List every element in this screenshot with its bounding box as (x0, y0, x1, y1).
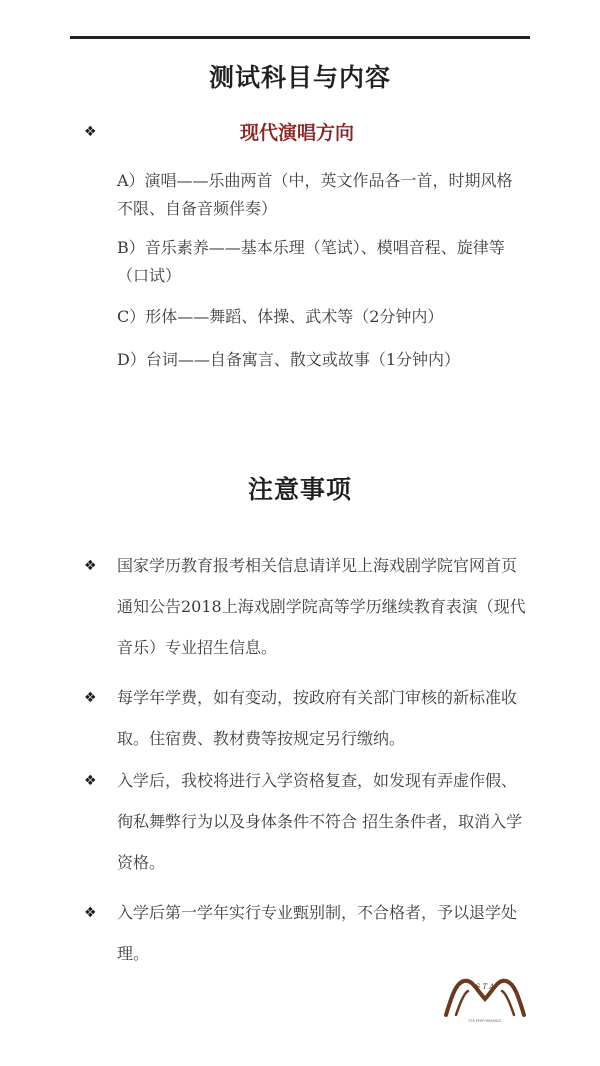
top-divider (70, 36, 530, 39)
svg-text:STA PERFORMANCE: STA PERFORMANCE (468, 1019, 502, 1023)
subject-item-physique: C）形体——舞蹈、体操、武术等（2分钟内） (117, 307, 444, 326)
section-title-test-subjects: 测试科目与内容 (208, 63, 391, 92)
note-item: 入学后，我校将进行入学资格复查，如发现有弄虚作假、徇私舞弊行为以及身体条件不符合 招生条件者，取消入学资格。 (117, 771, 523, 872)
subject-item-singing: A）演唱——乐曲两首（中，英文作品各一首，时期风格不限、自备音频伴奏） (117, 171, 513, 218)
sta-logo (442, 975, 528, 1025)
diamond-bullet-icon: ❖ (84, 558, 97, 574)
note-item: 国家学历教育报考相关信息请详见上海戏剧学院官网首页通知公告2018上海戏剧学院高等学历继续教育表演（现代音乐）专业招生信息。 (117, 556, 526, 657)
diamond-bullet-icon: ❖ (84, 690, 97, 706)
diamond-bullet-icon: ❖ (84, 124, 97, 140)
note-item: 入学后第一学年实行专业甄别制，不合格者，予以退学处理。 (117, 903, 518, 963)
diamond-bullet-icon: ❖ (84, 905, 97, 921)
subject-item-music-literacy: B）音乐素养——基本乐理（笔试）、模唱音程、旋律等（口试） (117, 238, 505, 285)
note-item: 每学年学费，如有变动，按政府有关部门审核的新标准收取。住宿费、教材费等按规定另行缴纳。 (117, 688, 518, 748)
section-subtitle: 现代演唱方向 (240, 122, 355, 144)
diamond-bullet-icon: ❖ (84, 773, 97, 789)
section-title-notes: 注意事项 (247, 475, 352, 504)
subject-item-recitation: D）台词——自备寓言、散文或故事（1分钟内） (117, 350, 461, 369)
svg-text:S T A: S T A (475, 983, 495, 991)
